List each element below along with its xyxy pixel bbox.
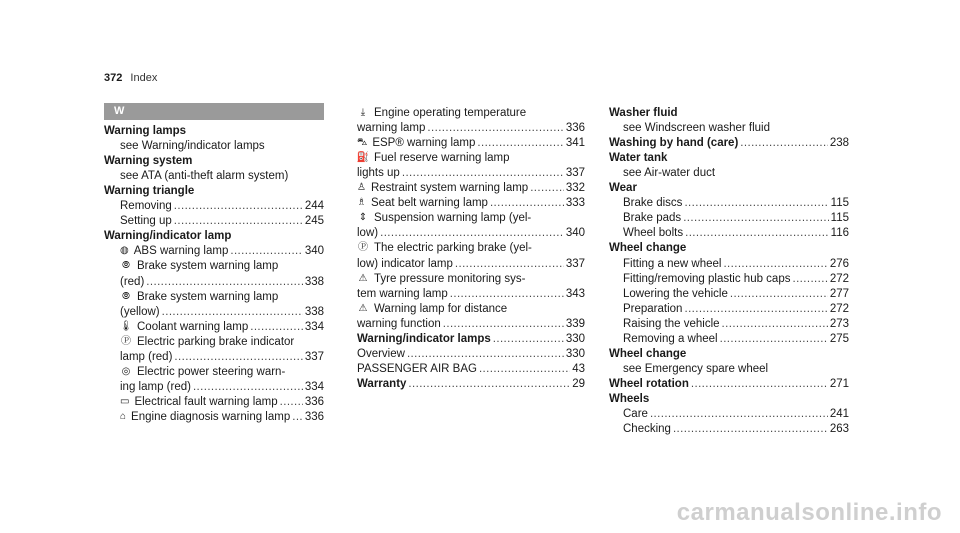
page-reference: 272 xyxy=(829,272,849,285)
index-sub-entry xyxy=(120,199,324,213)
leader-dots xyxy=(684,302,827,316)
index-sub-entry xyxy=(623,332,849,346)
page-reference: 336 xyxy=(565,122,585,135)
index-entry-label: Electric power steering warn- xyxy=(137,365,286,378)
page-reference: 343 xyxy=(565,287,585,300)
index-sub-entry xyxy=(357,272,585,286)
index-sub-entry xyxy=(357,302,585,316)
index-sub-entry xyxy=(357,121,585,135)
index-sub-entry xyxy=(357,181,585,195)
index-entry-label: Wheel change xyxy=(609,347,687,360)
seat-belt-icon: ♗ xyxy=(357,197,366,209)
leader-dots xyxy=(673,422,828,436)
index-sub-entry xyxy=(120,380,324,394)
index-sub-entry xyxy=(120,139,324,153)
leader-dots xyxy=(650,407,828,421)
leader-dots xyxy=(530,181,564,195)
leader-dots xyxy=(162,305,303,319)
index-entry-label: Fitting a new wheel xyxy=(623,257,722,270)
leader-dots xyxy=(408,377,570,391)
index-entry-label: Electric parking brake indicator xyxy=(137,335,295,348)
page-reference: 272 xyxy=(829,302,849,315)
leader-dots xyxy=(477,136,563,150)
index-main-entry xyxy=(609,181,849,195)
page-reference: 277 xyxy=(829,287,849,300)
index-main-entry xyxy=(104,124,324,138)
index-sub-entry xyxy=(357,317,585,331)
page-reference: 339 xyxy=(565,317,585,330)
index-entry-label: Brake pads xyxy=(623,212,682,225)
index-sub-entry xyxy=(357,362,585,376)
index-entry-label: Washer fluid xyxy=(609,107,678,119)
index-entry-label: Overview xyxy=(357,347,405,360)
index-sub-entry xyxy=(120,395,324,409)
index-sub-entry xyxy=(120,365,324,379)
index-sub-entry xyxy=(357,226,585,240)
index-entry-label: PASSENGER AIR BAG xyxy=(357,362,477,375)
leader-dots xyxy=(479,362,570,376)
leader-dots xyxy=(684,196,828,210)
index-entry-label: Brake system warning lamp xyxy=(137,260,279,273)
index-entry-label: Washing by hand (care) xyxy=(609,137,739,150)
index-sub-entry xyxy=(623,422,849,436)
page-reference: 337 xyxy=(565,167,585,180)
index-entry-label: tem warning lamp xyxy=(357,287,448,300)
index-main-entry xyxy=(104,229,324,243)
index-entry-label: Electrical fault warning lamp xyxy=(134,395,278,408)
index-entry-label: Wheel change xyxy=(609,242,687,255)
index-sub-entry xyxy=(120,350,324,364)
page-reference: 115 xyxy=(830,197,849,210)
index-entry-label: Checking xyxy=(623,423,671,436)
leader-dots xyxy=(683,211,828,225)
section-letter: W xyxy=(114,105,125,117)
index-entry-label: Lowering the vehicle xyxy=(623,287,728,300)
index-sub-entry xyxy=(120,290,324,304)
index-sub-entry xyxy=(623,257,849,271)
index-sub-entry xyxy=(357,106,585,120)
index-sub-entry xyxy=(120,169,324,183)
page-reference: 336 xyxy=(304,410,324,423)
leader-dots xyxy=(292,410,303,424)
page-reference: 340 xyxy=(565,227,585,240)
index-main-entry xyxy=(609,106,849,120)
section-letter-bar xyxy=(104,103,324,120)
page-reference: 245 xyxy=(304,215,324,228)
page-reference: 330 xyxy=(565,347,585,360)
index-entry-label: warning function xyxy=(357,317,441,330)
battery-icon: ▭ xyxy=(120,395,130,407)
page-reference: 333 xyxy=(565,197,585,210)
index-main-entry xyxy=(609,151,849,165)
index-sub-entry xyxy=(120,335,324,349)
leader-dots xyxy=(493,332,564,346)
engine-temperature-icon: ⤓ xyxy=(360,107,366,118)
index-sub-entry xyxy=(120,214,324,228)
index-entry-label: lights up xyxy=(357,167,400,180)
index-entry-label: Wear xyxy=(609,182,637,195)
engine-icon: ⌂ xyxy=(120,410,127,422)
index-sub-entry xyxy=(357,257,585,271)
index-main-entry xyxy=(609,392,849,406)
airbag-icon: ♙ xyxy=(357,182,366,194)
index-entry-label: see Emergency spare wheel xyxy=(623,362,769,375)
index-sub-entry xyxy=(357,211,585,225)
parking-brake-yellow-icon: Ⓟ xyxy=(358,242,368,254)
distance-warning-icon: ⚠ xyxy=(358,302,368,314)
index-entry-label: Tyre pressure monitoring sys- xyxy=(374,272,526,285)
leader-dots xyxy=(427,121,563,135)
index-sub-entry xyxy=(623,226,849,240)
index-sub-entry xyxy=(357,136,585,150)
index-sub-entry xyxy=(357,166,585,180)
abs-lamp-icon: ◍ xyxy=(120,245,129,257)
leader-dots xyxy=(720,332,828,346)
page-reference: 241 xyxy=(829,408,849,420)
leader-dots xyxy=(174,199,303,213)
page-reference: 341 xyxy=(565,137,585,150)
leader-dots xyxy=(685,226,829,240)
page-reference: 338 xyxy=(304,305,324,318)
page-reference: 43 xyxy=(572,362,585,375)
page-reference: 334 xyxy=(304,320,324,333)
index-entry-label: see ATA (anti-theft alarm system) xyxy=(120,170,289,183)
index-sub-entry xyxy=(623,407,849,421)
tyre-pressure-icon: ⚠ xyxy=(358,272,368,284)
leader-dots xyxy=(402,166,564,180)
index-sub-entry xyxy=(357,287,585,301)
index-entry-label: Removing a wheel xyxy=(623,332,718,345)
index-sub-entry xyxy=(623,302,849,316)
page-reference: 337 xyxy=(565,257,585,270)
index-sub-entry xyxy=(623,211,849,225)
brake-warning-icon: ⦾ xyxy=(122,260,130,272)
page-reference: 275 xyxy=(829,332,849,345)
index-sub-entry xyxy=(623,166,849,180)
index-sub-entry xyxy=(120,244,324,258)
leader-dots xyxy=(455,257,564,271)
index-entry-label: (yellow) xyxy=(120,305,160,318)
index-entry-label: Removing xyxy=(120,200,172,213)
leader-dots xyxy=(730,287,828,301)
page-reference: 273 xyxy=(829,317,849,330)
suspension-icon: ⇕ xyxy=(358,212,368,224)
page-header-title: Index xyxy=(130,72,158,84)
index-sub-entry xyxy=(357,151,585,165)
page-reference: 244 xyxy=(304,200,324,213)
index-entry-label: Fuel reserve warning lamp xyxy=(374,152,510,165)
index-sub-entry xyxy=(120,410,324,424)
parking-brake-icon: Ⓟ xyxy=(121,335,131,347)
index-entry-label: The electric parking brake (yel- xyxy=(374,242,532,255)
index-entry-label: low) indicator lamp xyxy=(357,257,453,270)
index-entry-label: see Windscreen washer fluid xyxy=(623,122,771,135)
page-reference: 238 xyxy=(829,137,849,150)
index-entry-label: Warning triangle xyxy=(104,185,195,198)
brake-warning-yellow-icon: ⦾ xyxy=(122,290,130,302)
leader-dots xyxy=(250,320,303,334)
index-main-entry xyxy=(609,136,849,150)
index-sub-entry xyxy=(120,259,324,273)
index-sub-entry xyxy=(120,305,324,319)
page-reference: 330 xyxy=(565,332,585,345)
index-sub-entry xyxy=(623,362,849,376)
esp-icon: ⛍ xyxy=(357,137,368,149)
page-reference: 263 xyxy=(829,423,849,436)
index-main-entry xyxy=(609,347,849,361)
page-reference: 116 xyxy=(830,227,849,240)
leader-dots xyxy=(443,317,564,331)
page-reference: 340 xyxy=(304,245,324,258)
index-entry-label: Water tank xyxy=(609,152,668,165)
index-entry-label: Restraint system warning lamp xyxy=(370,182,529,195)
power-steering-icon: ◎ xyxy=(121,365,131,377)
index-entry-label: Warning lamp for distance xyxy=(374,302,508,315)
index-main-entry xyxy=(104,184,324,198)
index-main-entry xyxy=(104,154,324,168)
leader-dots xyxy=(723,257,827,271)
leader-dots xyxy=(450,287,564,301)
index-entry-label: Warning/indicator lamps xyxy=(357,332,491,345)
index-entry-label: Brake discs xyxy=(623,197,683,210)
index-entry-label: Warning/indicator lamp xyxy=(104,230,232,243)
leader-dots xyxy=(740,136,828,150)
leader-dots xyxy=(490,196,564,210)
index-entry-label: Preparation xyxy=(623,302,683,315)
index-sub-entry xyxy=(357,241,585,255)
index-entry-label: Wheel bolts xyxy=(623,227,684,240)
leader-dots xyxy=(380,226,564,240)
index-entry-label: lamp (red) xyxy=(120,350,173,363)
index-main-entry xyxy=(357,377,585,391)
page-reference: 336 xyxy=(304,395,324,408)
page-header xyxy=(104,72,157,84)
page-reference: 29 xyxy=(572,377,585,390)
index-entry-label: Suspension warning lamp (yel- xyxy=(374,212,532,225)
index-entry-label: Fitting/removing plastic hub caps xyxy=(623,272,791,285)
index-entry-label: low) xyxy=(357,227,379,240)
leader-dots xyxy=(722,317,828,331)
leader-dots xyxy=(230,244,302,258)
index-sub-entry xyxy=(623,317,849,331)
index-entry-label: Care xyxy=(623,408,648,420)
leader-dots xyxy=(691,377,828,391)
index-sub-entry xyxy=(120,275,324,289)
index-main-entry xyxy=(609,241,849,255)
page-number: 372 xyxy=(104,72,123,84)
leader-dots xyxy=(174,350,302,364)
page-reference: 337 xyxy=(304,350,324,363)
leader-dots xyxy=(280,395,303,409)
page-reference: 276 xyxy=(829,257,849,270)
index-sub-entry xyxy=(623,196,849,210)
index-sub-entry xyxy=(357,347,585,361)
index-entry-label: Engine diagnosis warning lamp xyxy=(131,410,291,423)
index-sub-entry xyxy=(623,272,849,286)
index-entry-label: see Air-water duct xyxy=(623,167,716,180)
index-entry-label: Warranty xyxy=(357,377,407,390)
index-main-entry xyxy=(357,332,585,346)
index-entry-label: Engine operating temperature xyxy=(374,107,527,119)
index-entry-label: (red) xyxy=(120,275,145,288)
index-entry-label: Seat belt warning lamp xyxy=(370,197,488,210)
coolant-temperature-icon: 🌡 xyxy=(119,320,133,332)
index-entry-label: ABS warning lamp xyxy=(133,245,229,258)
leader-dots xyxy=(146,275,303,289)
leader-dots xyxy=(193,380,303,394)
index-entry-label: Brake system warning lamp xyxy=(137,290,279,303)
index-entry-label: Warning system xyxy=(104,155,193,168)
index-entry-label: ing lamp (red) xyxy=(120,380,191,393)
index-entry-label: warning lamp xyxy=(357,122,426,135)
page-reference: 332 xyxy=(565,182,585,195)
leader-dots xyxy=(174,214,303,228)
index-entry-label: Coolant warning lamp xyxy=(137,320,249,333)
index-entry-label: ESP® warning lamp xyxy=(372,137,476,150)
index-main-entry xyxy=(609,377,849,391)
index-entry-label: Wheel rotation xyxy=(609,377,689,390)
page-reference: 338 xyxy=(304,275,324,288)
leader-dots xyxy=(407,347,564,361)
index-entry-label: Setting up xyxy=(120,215,172,228)
watermark: carmanualsonline.info xyxy=(676,499,942,526)
index-sub-entry xyxy=(623,121,849,135)
index-sub-entry xyxy=(623,287,849,301)
index-entry-label: Wheels xyxy=(609,392,650,405)
index-entry-label: Raising the vehicle xyxy=(623,317,720,330)
index-sub-entry xyxy=(120,320,324,334)
page-reference: 115 xyxy=(830,212,849,225)
page-reference: 271 xyxy=(829,377,849,390)
page-reference: 334 xyxy=(304,380,324,393)
leader-dots xyxy=(792,272,827,286)
index-entry-label: Warning lamps xyxy=(104,125,186,137)
index-sub-entry xyxy=(357,196,585,210)
fuel-icon: ⛽ xyxy=(356,152,370,164)
index-entry-label: see Warning/indicator lamps xyxy=(120,140,265,153)
